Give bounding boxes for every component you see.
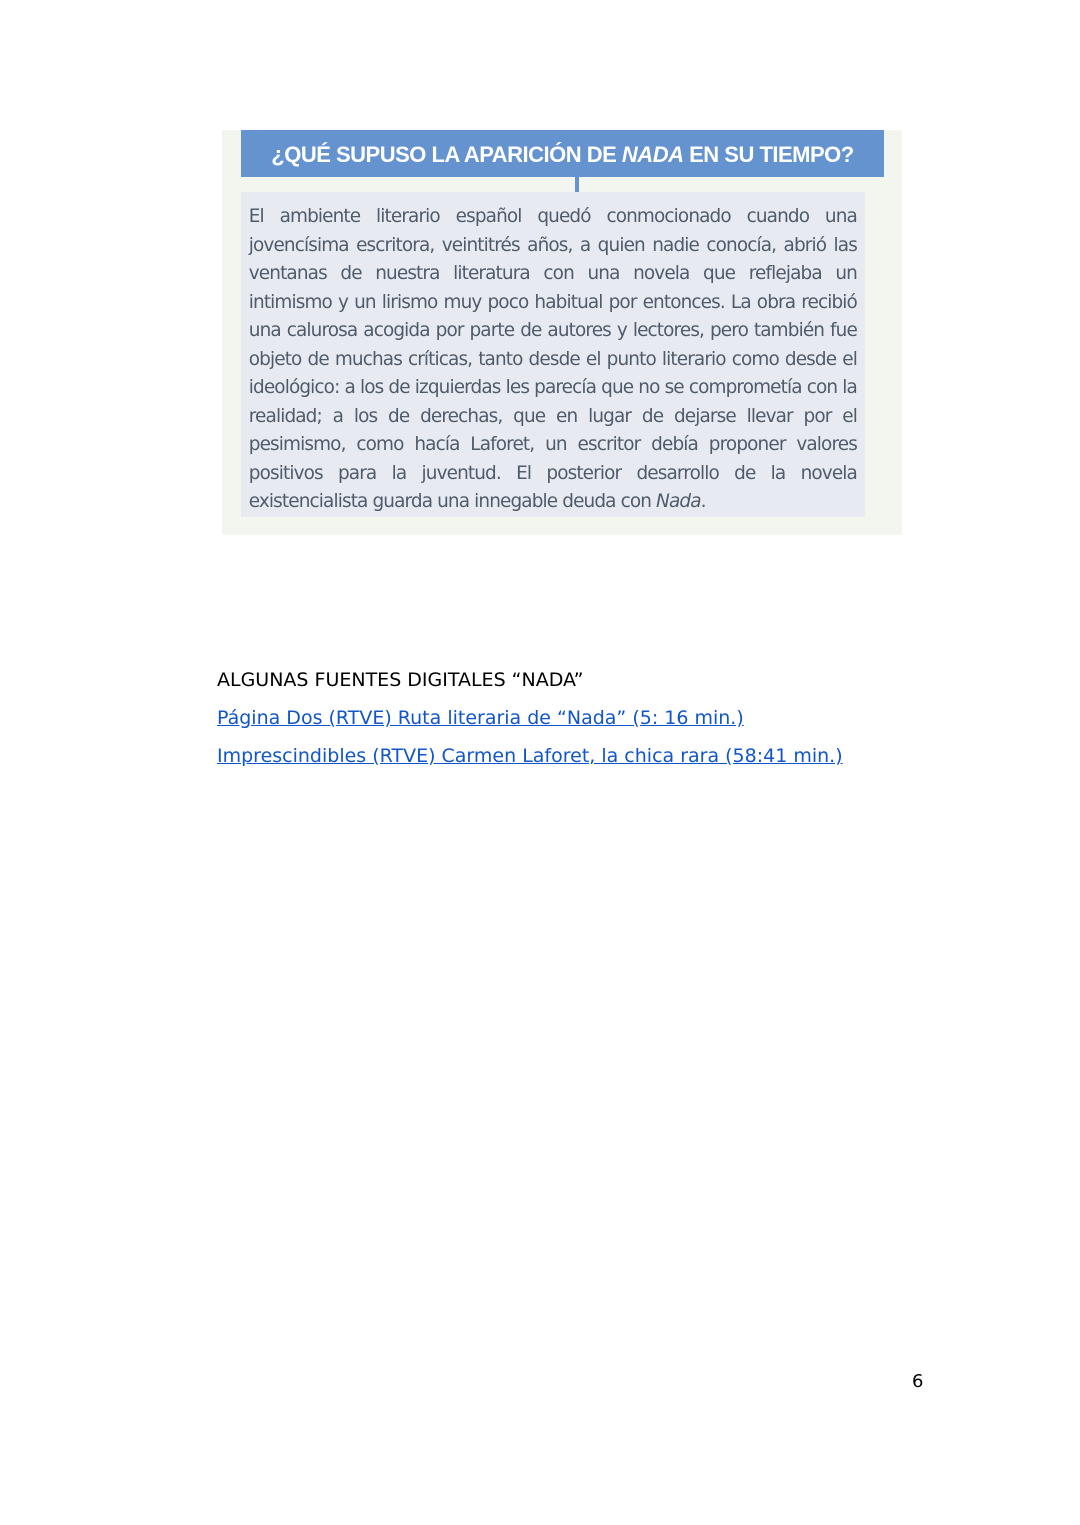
excerpt-body-end: . <box>700 490 706 512</box>
link-imprescindibles[interactable]: Imprescindibles (RTVE) Carmen Laforet, la chica rara (58:41 min.) <box>217 745 843 767</box>
title-connector-line <box>575 177 579 192</box>
excerpt-title-emphasis: NADA <box>621 142 684 167</box>
textbook-excerpt-image <box>222 130 902 535</box>
excerpt-title-start: ¿QUÉ SUPUSO LA APARICIÓN DE <box>271 142 622 167</box>
excerpt-title-end: EN SU TIEMPO? <box>683 142 854 167</box>
excerpt-body-text: El ambiente literario español quedó conmocionado cuando una jovencísima escritora, veintitrés años, a quien nadie conocía, abrió las ventanas de nuestra literatura con una novela que reflejaba un intimismo y un lirismo muy poco habitual por entonces. La obra recibió una calurosa acogida por parte de autores y lectores, pero también fue objeto de muchas críticas, tanto desde el punto literario como desde el ideológico: a los de izquierdas les parecía que no se comprometía con la realidad; a los de derechas, que en lugar de dejarse llevar por el pesimismo, como hacía Laforet, un escritor debía proponer valores positivos para la juventud. El posterior desarrollo de la novela existencialista guarda una innegable deuda con <box>248 205 857 512</box>
sources-heading: ALGUNAS FUENTES DIGITALES “NADA” <box>217 669 584 691</box>
excerpt-title <box>241 130 884 177</box>
page-number: 6 <box>912 1371 924 1392</box>
excerpt-body-emphasis: Nada <box>656 490 701 512</box>
excerpt-body <box>241 192 865 517</box>
link-pagina-dos[interactable]: Página Dos (RTVE) Ruta literaria de “Nada” (5: 16 min.) <box>217 707 744 729</box>
